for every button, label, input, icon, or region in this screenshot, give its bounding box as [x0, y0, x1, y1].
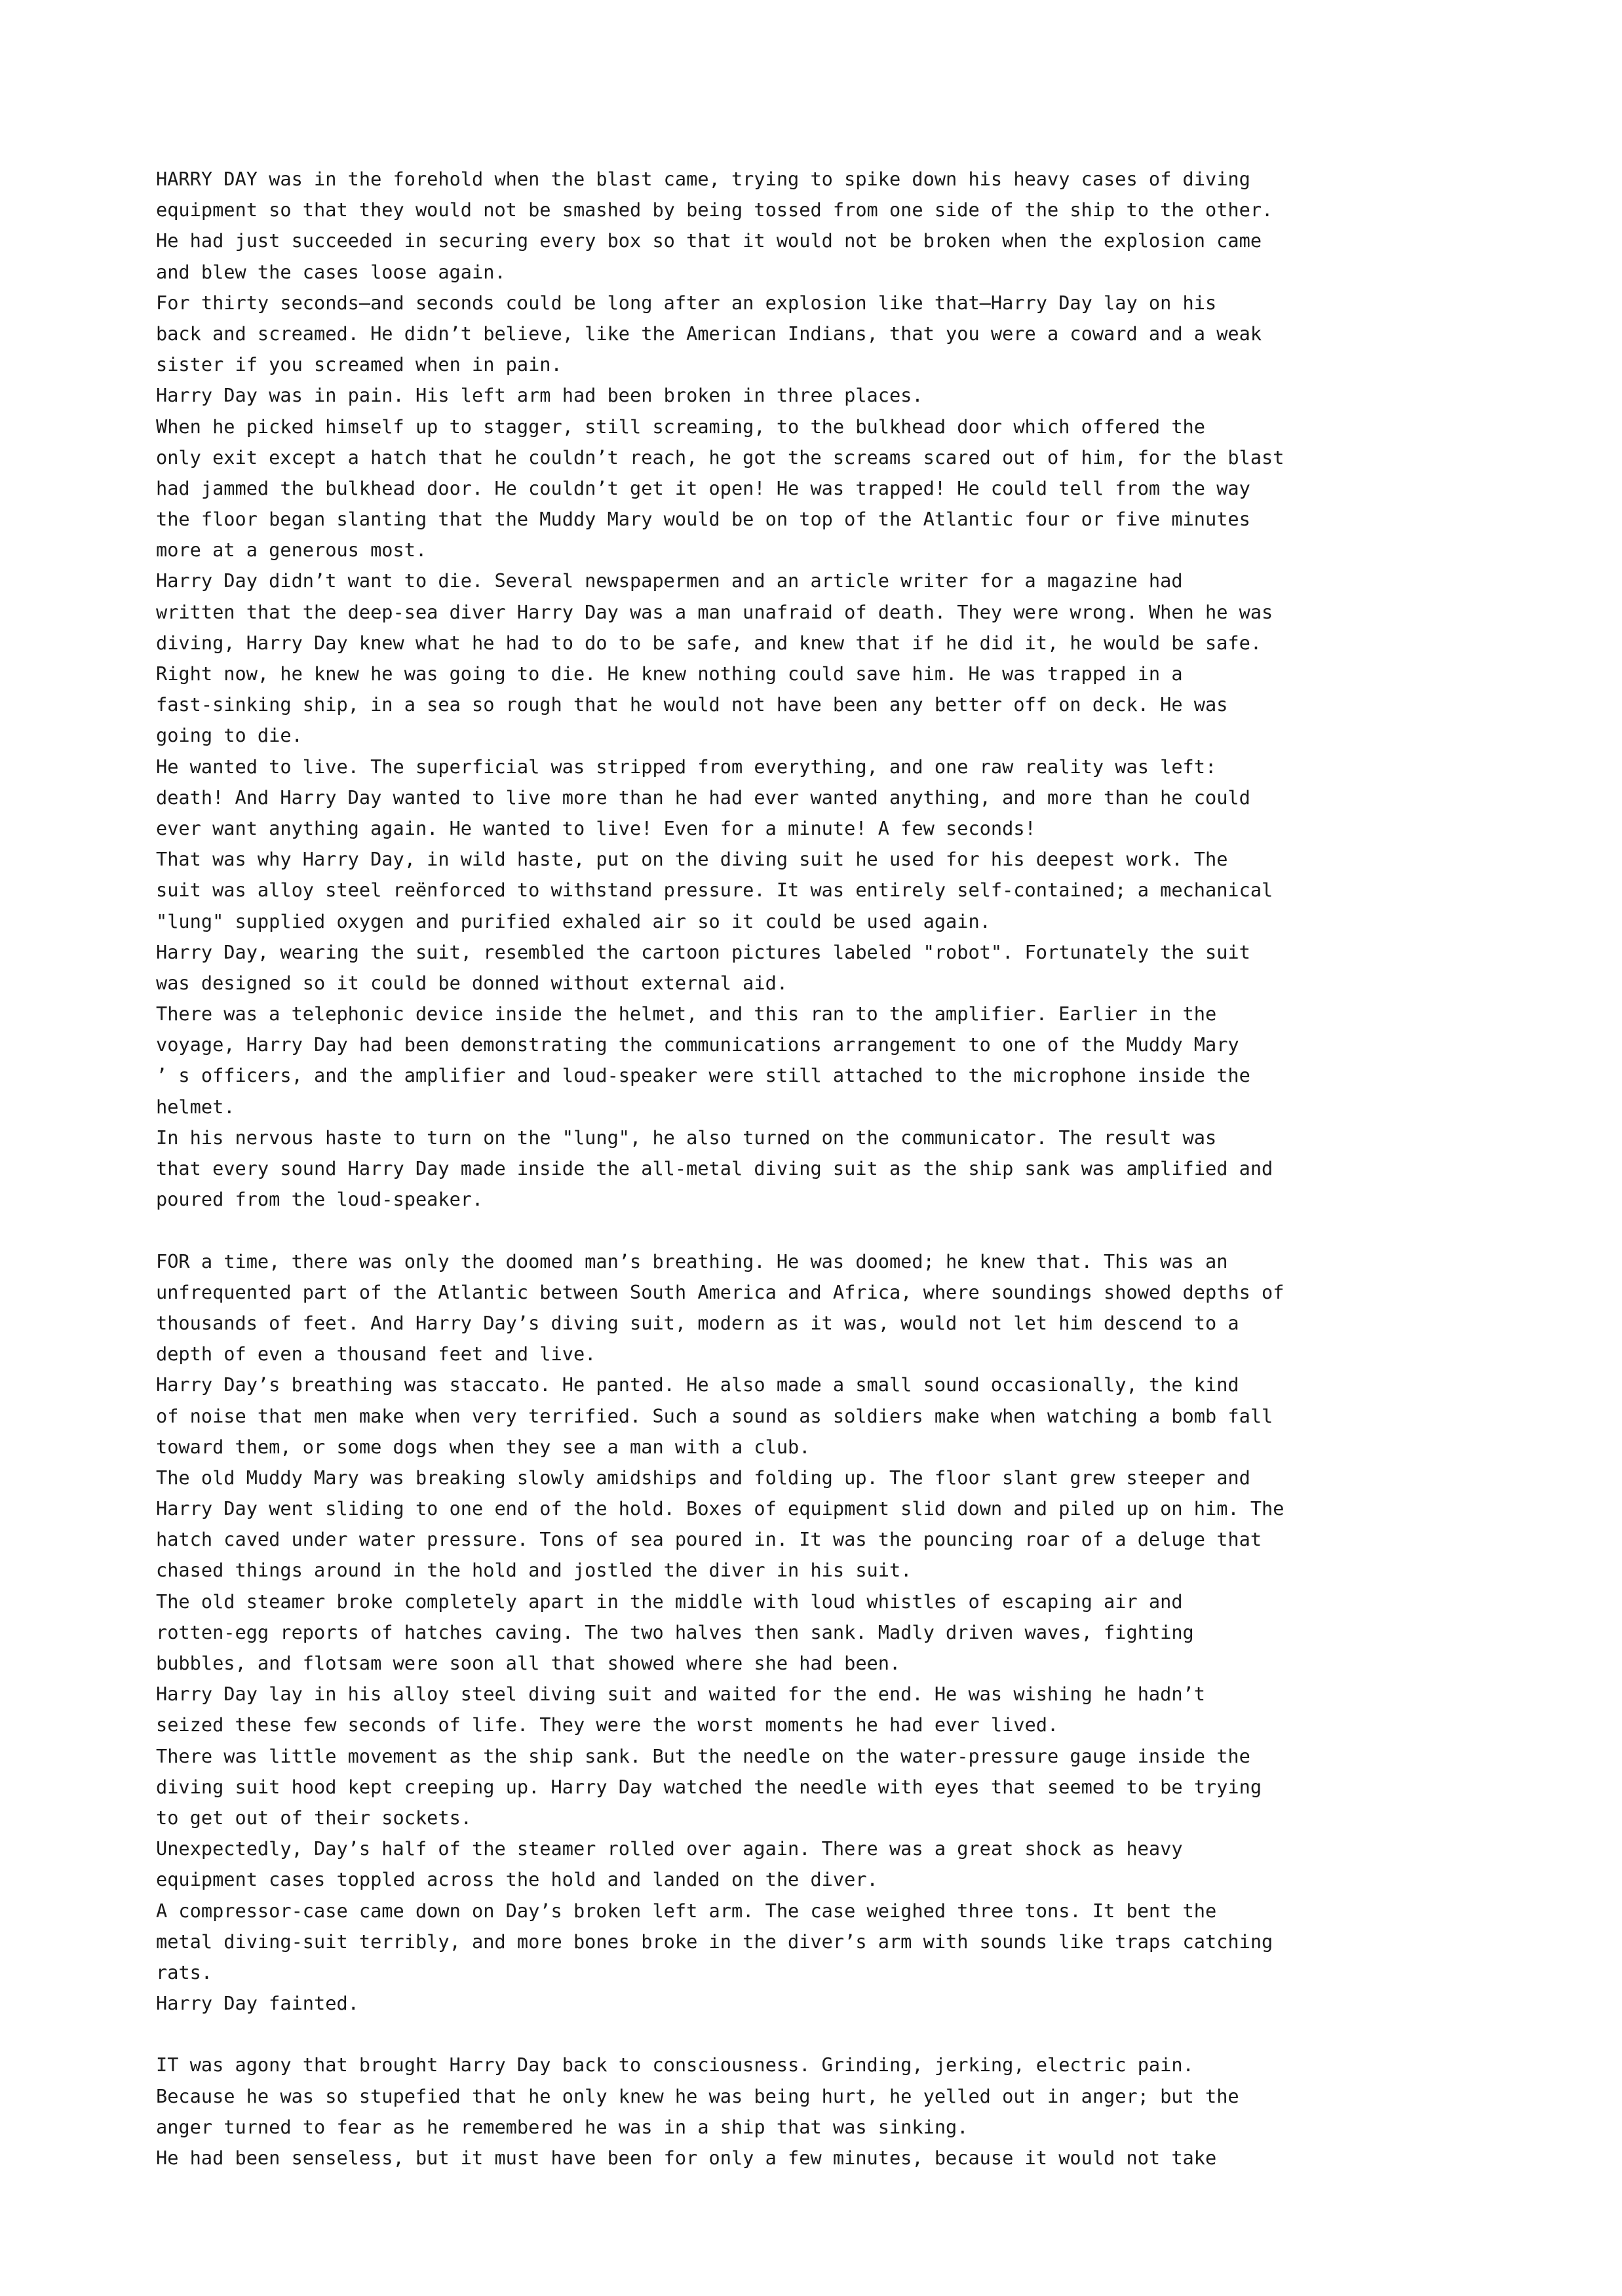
text-line: bubbles, and flotsam were soon all that showed where she had been.	[156, 1652, 901, 1674]
text-line: back and screamed. He didn’t believe, like the American Indians, that you were a coward and a weak	[156, 322, 1262, 345]
text-line: HARRY DAY was in the forehold when the blast came, trying to spike down his heavy cases of diving	[156, 168, 1250, 190]
text-line: Harry Day lay in his alloy steel diving suit and waited for the end. He was wishing he hadn’t	[156, 1683, 1205, 1706]
text-line: He had just succeeded in securing every box so that it would not be broken when the explosion came	[156, 229, 1262, 252]
text-line: Harry Day was in pain. His left arm had been broken in three places.	[156, 384, 923, 407]
text-line: fast-sinking ship, in a sea so rough that he would not have been any better off on deck. He was	[156, 693, 1228, 716]
text-line: Right now, he knew he was going to die. He knew nothing could save him. He was trapped in a	[156, 662, 1183, 685]
text-line: equipment so that they would not be smashed by being tossed from one side of the ship to the other.	[156, 199, 1273, 221]
text-line: "lung" supplied oxygen and purified exhaled air so it could be used again.	[156, 909, 991, 932]
text-line: He wanted to live. The superficial was stripped from everything, and one raw reality was left:	[156, 755, 1217, 778]
blank-line	[156, 2019, 1480, 2050]
text-line: thousands of feet. And Harry Day’s diving suit, modern as it was, would not let him descend to a	[156, 1311, 1239, 1334]
text-line: diving, Harry Day knew what he had to do to be safe, and knew that if he did it, he would be safe.	[156, 631, 1262, 654]
blank-line	[156, 1215, 1480, 1246]
text-line: depth of even a thousand feet and live.	[156, 1343, 596, 1366]
text-line: Because he was so stupefied that he only knew he was being hurt, he yelled out in anger; but the	[156, 2084, 1239, 2107]
text-line: Harry Day didn’t want to die. Several newspapermen and an article writer for a magazine had	[156, 569, 1183, 592]
text-line: unfrequented part of the Atlantic between South America and Africa, where soundings showed depths of	[156, 1280, 1284, 1303]
text-line: metal diving-suit terribly, and more bones broke in the diver’s arm with sounds like traps catching	[156, 1930, 1273, 1953]
text-line: suit was alloy steel reënforced to withstand pressure. It was entirely self-contained; a mechanical	[156, 879, 1273, 902]
text-line: The old steamer broke completely apart in the middle with loud whistles of escaping air and	[156, 1590, 1183, 1613]
text-line: ’ s officers, and the amplifier and loud-speaker were still attached to the microphone inside the	[156, 1064, 1250, 1087]
text-line: that every sound Harry Day made inside the all-metal diving suit as the ship sank was amplified and	[156, 1157, 1273, 1179]
text-line: was designed so it could be donned without external aid.	[156, 971, 788, 994]
text-line: In his nervous haste to turn on the "lung", he also turned on the communicator. The result was	[156, 1126, 1217, 1149]
text-line: rotten-egg reports of hatches caving. The two halves then sank. Madly driven waves, fighting	[156, 1620, 1194, 1643]
text-line: The old Muddy Mary was breaking slowly amidships and folding up. The floor slant grew steeper and	[156, 1466, 1250, 1489]
text-line: A compressor-case came down on Day’s broken left arm. The case weighed three tons. It bent the	[156, 1899, 1217, 1922]
text-line: poured from the loud-speaker.	[156, 1188, 484, 1211]
text-line: FOR a time, there was only the doomed man’s breathing. He was doomed; he knew that. This was an	[156, 1250, 1228, 1272]
text-line: rats.	[156, 1961, 213, 1983]
text-line: only exit except a hatch that he couldn’t reach, he got the screams scared out of him, for the blast	[156, 446, 1284, 469]
text-line: going to die.	[156, 724, 303, 747]
text-line: IT was agony that brought Harry Day back to consciousness. Grinding, jerking, electric pain.	[156, 2054, 1194, 2076]
text-line: the floor began slanting that the Muddy Mary would be on top of the Atlantic four or five minutes	[156, 508, 1250, 531]
text-line: anger turned to fear as he remembered he was in a ship that was sinking.	[156, 2115, 969, 2138]
text-line: That was why Harry Day, in wild haste, put on the diving suit he used for his deepest work. The	[156, 848, 1228, 871]
text-line: sister if you screamed when in pain.	[156, 353, 562, 376]
text-line: ever want anything again. He wanted to live! Even for a minute! A few seconds!	[156, 816, 1036, 839]
text-line: Harry Day’s breathing was staccato. He panted. He also made a small sound occasionally, the kind	[156, 1373, 1239, 1396]
text-line: had jammed the bulkhead door. He couldn’t get it open! He was trapped! He could tell from the way	[156, 476, 1250, 499]
text-line: There was a telephonic device inside the helmet, and this ran to the amplifier. Earlier in the	[156, 1003, 1217, 1025]
text-line: There was little movement as the ship sank. But the needle on the water-pressure gauge inside the	[156, 1744, 1250, 1767]
text-line: death! And Harry Day wanted to live more than he had ever wanted anything, and more than he could	[156, 786, 1250, 809]
text-line: and blew the cases loose again.	[156, 260, 506, 283]
text-line: helmet.	[156, 1095, 235, 1118]
text-line: toward them, or some dogs when they see a man with a club.	[156, 1435, 811, 1458]
text-line: He had been senseless, but it must have been for only a few minutes, because it would not take	[156, 2147, 1217, 2169]
text-line: of noise that men make when very terrified. Such a sound as soldiers make when watching a bomb fall	[156, 1404, 1273, 1427]
text-line: diving suit hood kept creeping up. Harry Day watched the needle with eyes that seemed to be trying	[156, 1775, 1262, 1798]
text-line: When he picked himself up to stagger, still screaming, to the bulkhead door which offered the	[156, 415, 1205, 438]
text-line: equipment cases toppled across the hold and landed on the diver.	[156, 1868, 878, 1891]
text-line: written that the deep-sea diver Harry Day was a man unafraid of death. They were wrong. When he was	[156, 600, 1273, 623]
text-line: Harry Day fainted.	[156, 1992, 359, 2015]
text-line: Harry Day went sliding to one end of the hold. Boxes of equipment slid down and piled up on him. The	[156, 1497, 1284, 1520]
text-line: Harry Day, wearing the suit, resembled the cartoon pictures labeled "robot". Fortunately the suit	[156, 940, 1250, 963]
story-text	[156, 164, 1480, 2173]
text-line: hatch caved under water pressure. Tons of sea poured in. It was the pouncing roar of a deluge that	[156, 1528, 1262, 1551]
text-line: more at a generous most.	[156, 539, 427, 562]
text-line: seized these few seconds of life. They were the worst moments he had ever lived.	[156, 1713, 1059, 1736]
text-line: Unexpectedly, Day’s half of the steamer rolled over again. There was a great shock as heavy	[156, 1837, 1183, 1860]
text-line: chased things around in the hold and jostled the diver in his suit.	[156, 1559, 912, 1582]
text-line: to get out of their sockets.	[156, 1806, 473, 1829]
text-line: voyage, Harry Day had been demonstrating the communications arrangement to one of the Muddy Mary	[156, 1033, 1239, 1056]
text-line: For thirty seconds—and seconds could be long after an explosion like that—Harry Day lay on his	[156, 291, 1217, 314]
